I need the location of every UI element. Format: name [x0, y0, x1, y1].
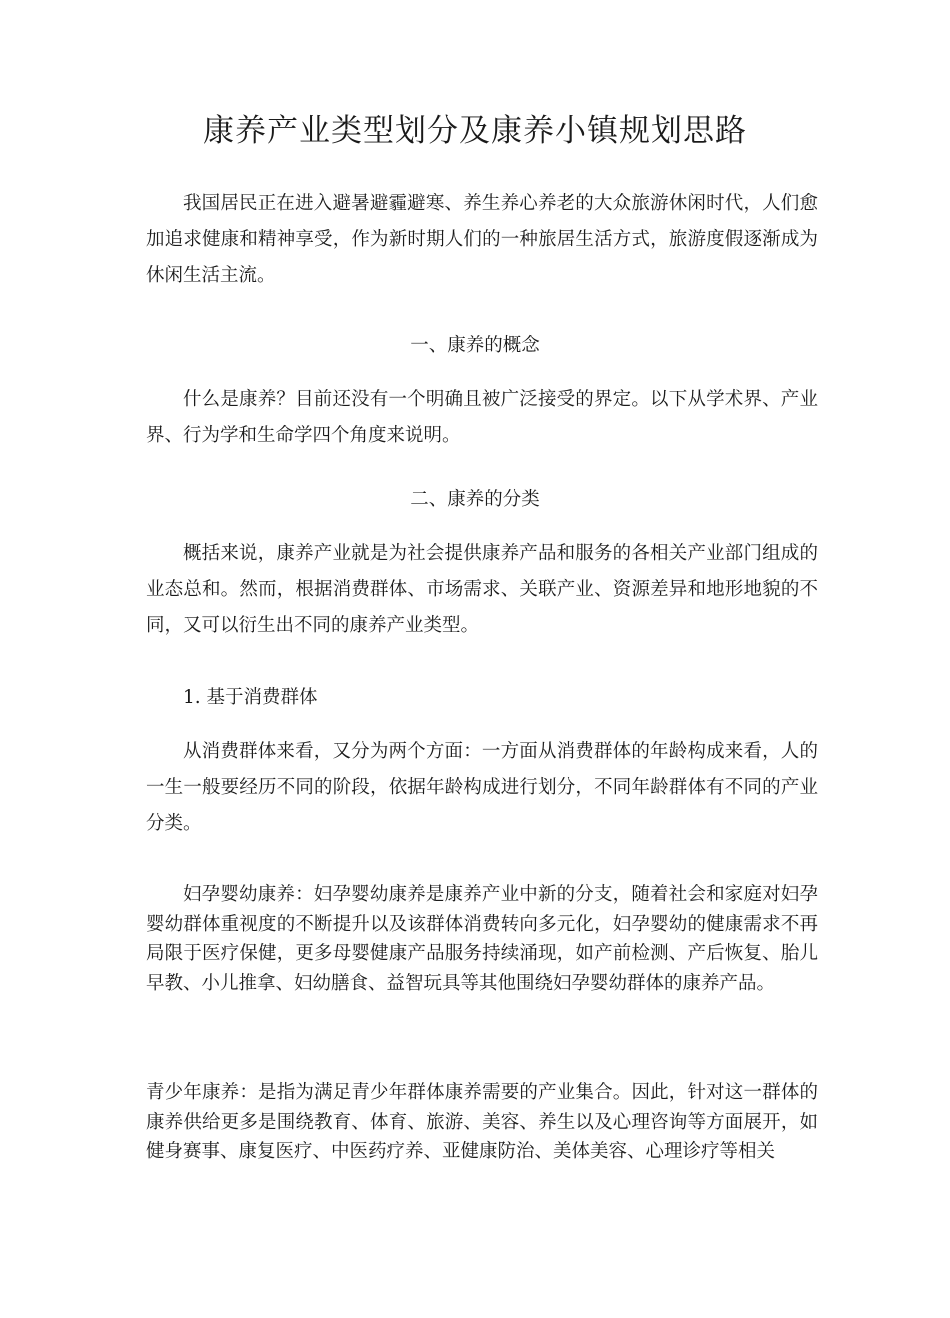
- section-heading-classification: 二、康养的分类: [410, 489, 540, 510]
- section-heading-concept: 一、康养的概念: [410, 335, 540, 356]
- youth-paragraph: 青少年康养：是指为满足青少年群体康养需要的产业集合。因此，针对这一群体的康养供给更多是围绕教育、体育、旅游、美容、养生以及心理咨询等方面展开，如健身赛事、康复医疗、中医药疗养、亚健康防治、美体美容、心理诊疗等相关: [146, 1082, 818, 1162]
- consumer-groups-paragraph: 从消费群体来看，又分为两个方面：一方面从消费群体的年龄构成来看，人的一生一般要经历不同的阶段，依据年龄构成进行划分，不同年龄群体有不同的产业分类。: [146, 741, 818, 834]
- intro-paragraph: 我国居民正在进入避暑避霾避寒、养生养心养老的大众旅游休闲时代，人们愈加追求健康和精神享受，作为新时期人们的一种旅居生活方式，旅游度假逐渐成为休闲生活主流。: [146, 193, 818, 286]
- classification-paragraph: 概括来说，康养产业就是为社会提供康养产品和服务的各相关产业部门组成的业态总和。然而，根据消费群体、市场需求、关联产业、资源差异和地形地貌的不同，又可以衍生出不同的康养产业类型。: [146, 543, 818, 636]
- maternal-infant-paragraph: 妇孕婴幼康养：妇孕婴幼康养是康养产业中新的分支，随着社会和家庭对妇孕婴幼群体重视度的不断提升以及该群体消费转向多元化，妇孕婴幼的健康需求不再局限于医疗保健，更多母婴健康产品服务持续涌现，如产前检测、产后恢复、胎儿早教、小儿推拿、妇幼膳食、益智玩具等其他围绕妇孕婴幼群体的康养产品。: [146, 884, 818, 994]
- subheading-consumer-groups: 1. 基于消费群体: [183, 687, 318, 708]
- concept-paragraph: 什么是康养？目前还没有一个明确且被广泛接受的界定。以下从学术界、产业界、行为学和生命学四个角度来说明。: [146, 389, 818, 446]
- document-title: 康养产业类型划分及康养小镇规划思路: [203, 113, 747, 149]
